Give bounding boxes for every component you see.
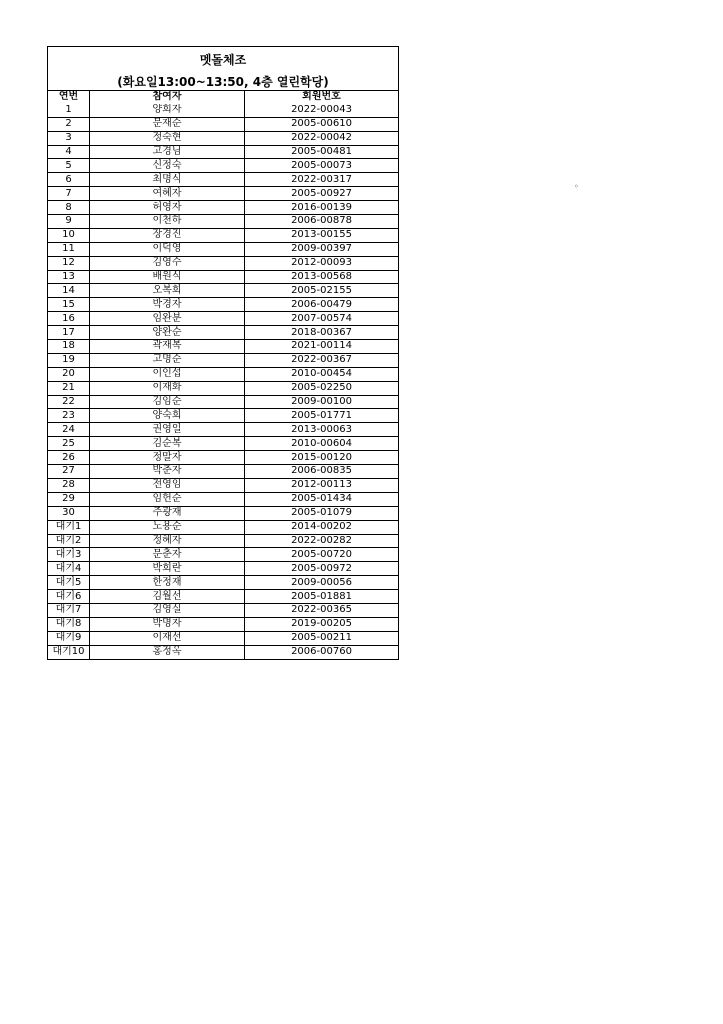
row-member-id: 2013-00063 [291, 423, 352, 435]
row-number: 대기5 [48, 576, 90, 590]
row-number: 16 [48, 312, 90, 326]
row-participant: 박희란 [90, 562, 245, 576]
table-row [48, 465, 398, 479]
row-number: 대기7 [48, 603, 90, 617]
row-number: 11 [48, 242, 90, 256]
row-number: 12 [48, 256, 90, 270]
row-participant: 임헌순 [90, 492, 245, 506]
table-body [48, 104, 398, 659]
row-participant: 양숙희 [90, 409, 245, 423]
table-row [48, 173, 398, 187]
row-number: 30 [48, 506, 90, 520]
row-number: 대기3 [48, 548, 90, 562]
row-member-id: 2013-00568 [291, 271, 352, 283]
table-row [48, 506, 398, 520]
row-participant: 최명식 [90, 173, 245, 187]
table-row [48, 104, 398, 117]
row-participant: 김순복 [90, 437, 245, 451]
row-participant: 이천하 [90, 215, 245, 229]
row-number: 18 [48, 340, 90, 354]
row-number: 17 [48, 326, 90, 340]
row-participant: 이재화 [90, 381, 245, 395]
table-row [48, 117, 398, 131]
row-number: 26 [48, 451, 90, 465]
row-number: 20 [48, 367, 90, 381]
row-participant: 주광재 [90, 506, 245, 520]
row-number: 21 [48, 381, 90, 395]
row-member-id: 2010-00604 [291, 437, 352, 449]
row-number: 13 [48, 270, 90, 284]
row-member-id: 2021-00114 [291, 340, 352, 352]
row-member-id: 2005-00481 [291, 146, 352, 157]
row-participant: 정숙현 [90, 131, 245, 145]
row-participant: 여혜자 [90, 187, 245, 201]
row-member-id: 2012-00093 [291, 257, 352, 269]
table-row [48, 395, 398, 409]
row-member-id: 2005-00073 [291, 159, 352, 171]
table-row [48, 326, 398, 340]
row-member-id: 2005-00927 [291, 187, 352, 199]
row-number: 28 [48, 478, 90, 492]
row-participant: 곽재복 [90, 340, 245, 354]
table-row [48, 520, 398, 534]
row-participant: 노용순 [90, 520, 245, 534]
table-row [48, 270, 398, 284]
row-participant: 이재선 [90, 631, 245, 645]
row-member-id: 2005-00720 [291, 548, 352, 560]
table-row [48, 256, 398, 270]
row-number: 대기4 [48, 562, 90, 576]
row-participant: 박명자 [90, 617, 245, 631]
row-number: 8 [48, 201, 90, 215]
sheet-subtitle: (화요일13:00~13:50, 4층 열린학당) [117, 75, 329, 89]
sheet-title: 멧돌체조 [199, 53, 247, 67]
row-member-id: 2005-00972 [291, 562, 352, 574]
table-row [48, 603, 398, 617]
row-member-id: 2006-00479 [291, 298, 352, 310]
header-participant: 참여자 [90, 91, 245, 104]
row-member-id: 2014-00202 [291, 521, 352, 533]
table-row [48, 492, 398, 506]
row-member-id: 2005-01881 [291, 590, 352, 602]
row-number: 19 [48, 353, 90, 367]
row-participant: 홍정옥 [90, 645, 245, 658]
participant-sheet [47, 46, 399, 660]
row-participant: 김영수 [90, 256, 245, 270]
table-row [48, 562, 398, 576]
row-member-id: 2005-00610 [291, 118, 352, 130]
row-member-id: 2022-00367 [291, 354, 352, 366]
row-member-id: 2019-00205 [291, 618, 352, 630]
row-number: 6 [48, 173, 90, 187]
row-number: 대기9 [48, 631, 90, 645]
table-row [48, 242, 398, 256]
row-participant: 전영임 [90, 478, 245, 492]
row-member-id: 2018-00367 [291, 326, 352, 338]
table-row [48, 576, 398, 590]
row-participant: 문재순 [90, 117, 245, 131]
table-row [48, 187, 398, 201]
stray-mark: ◦ [574, 182, 579, 191]
row-participant: 고명순 [90, 353, 245, 367]
row-member-id: 2006-00835 [291, 465, 352, 477]
row-member-id: 2005-01434 [291, 493, 352, 505]
row-number: 7 [48, 187, 90, 201]
row-participant: 박춘자 [90, 465, 245, 479]
table-row [48, 645, 398, 658]
row-participant: 장경진 [90, 228, 245, 242]
row-participant: 김영실 [90, 603, 245, 617]
row-member-id: 2006-00760 [291, 646, 352, 658]
header-member-id: 회원번호 [302, 91, 341, 103]
row-number: 대기10 [48, 645, 90, 658]
row-number: 2 [48, 117, 90, 131]
table-row [48, 423, 398, 437]
row-number: 29 [48, 492, 90, 506]
title-block [48, 47, 398, 91]
table-row [48, 381, 398, 395]
row-number: 14 [48, 284, 90, 298]
row-participant: 권영일 [90, 423, 245, 437]
row-number: 대기6 [48, 590, 90, 604]
header-number: 연번 [48, 91, 90, 104]
row-participant: 이덕영 [90, 242, 245, 256]
row-number: 23 [48, 409, 90, 423]
row-participant: 임완분 [90, 312, 245, 326]
row-participant: 오복희 [90, 284, 245, 298]
table-row [48, 312, 398, 326]
row-member-id: 2005-00211 [291, 632, 352, 644]
row-participant: 고경님 [90, 145, 245, 159]
row-number: 대기2 [48, 534, 90, 548]
table-row [48, 590, 398, 604]
row-member-id: 2012-00113 [291, 479, 352, 491]
row-participant: 이인섭 [90, 367, 245, 381]
row-member-id: 2022-00317 [291, 173, 352, 185]
row-number: 5 [48, 159, 90, 173]
row-number: 24 [48, 423, 90, 437]
row-participant: 문춘자 [90, 548, 245, 562]
row-member-id: 2009-00397 [291, 243, 352, 255]
table-header-row [48, 91, 398, 104]
row-number: 25 [48, 437, 90, 451]
row-number: 대기8 [48, 617, 90, 631]
row-participant: 정말자 [90, 451, 245, 465]
row-member-id: 2022-00042 [291, 132, 352, 144]
row-participant: 허영자 [90, 201, 245, 215]
row-participant: 양완순 [90, 326, 245, 340]
row-member-id: 2005-02155 [291, 284, 352, 296]
row-number: 9 [48, 215, 90, 229]
table-row [48, 298, 398, 312]
row-participant: 배원식 [90, 270, 245, 284]
row-participant: 한정재 [90, 576, 245, 590]
row-member-id: 2022-00282 [291, 534, 352, 546]
table-row [48, 159, 398, 173]
row-member-id: 2009-00056 [291, 576, 352, 588]
table-row [48, 145, 398, 159]
row-participant: 신정숙 [90, 159, 245, 173]
row-member-id: 2015-00120 [291, 451, 352, 463]
row-member-id: 2006-00878 [291, 215, 352, 227]
table-row [48, 131, 398, 145]
table-row [48, 451, 398, 465]
row-number: 10 [48, 228, 90, 242]
row-participant: 김월선 [90, 590, 245, 604]
row-number: 15 [48, 298, 90, 312]
row-participant: 김임순 [90, 395, 245, 409]
row-member-id: 2016-00139 [291, 201, 352, 213]
table-row [48, 617, 398, 631]
row-number: 1 [48, 104, 90, 117]
table-row [48, 353, 398, 367]
row-member-id: 2022-00365 [291, 604, 352, 616]
row-participant: 양희자 [90, 104, 245, 117]
row-number: 27 [48, 465, 90, 479]
row-member-id: 2009-00100 [291, 396, 352, 408]
row-member-id: 2005-01079 [291, 507, 352, 519]
row-member-id: 2005-02250 [291, 382, 352, 394]
row-number: 22 [48, 395, 90, 409]
table-row [48, 534, 398, 548]
table-row [48, 367, 398, 381]
table-row [48, 201, 398, 215]
row-number: 4 [48, 145, 90, 159]
row-member-id: 2022-00043 [291, 104, 352, 116]
row-number: 3 [48, 131, 90, 145]
table-row [48, 631, 398, 645]
row-participant: 정혜자 [90, 534, 245, 548]
table-row [48, 437, 398, 451]
row-member-id: 2007-00574 [291, 312, 352, 324]
table-row [48, 215, 398, 229]
row-member-id: 2010-00454 [291, 368, 352, 380]
table-row [48, 228, 398, 242]
participant-table [48, 91, 398, 659]
row-participant: 박경자 [90, 298, 245, 312]
table-row [48, 340, 398, 354]
table-row [48, 478, 398, 492]
table-row [48, 284, 398, 298]
row-number: 대기1 [48, 520, 90, 534]
table-row [48, 548, 398, 562]
table-row [48, 409, 398, 423]
row-member-id: 2005-01771 [291, 409, 352, 421]
row-member-id: 2013-00155 [291, 229, 352, 241]
